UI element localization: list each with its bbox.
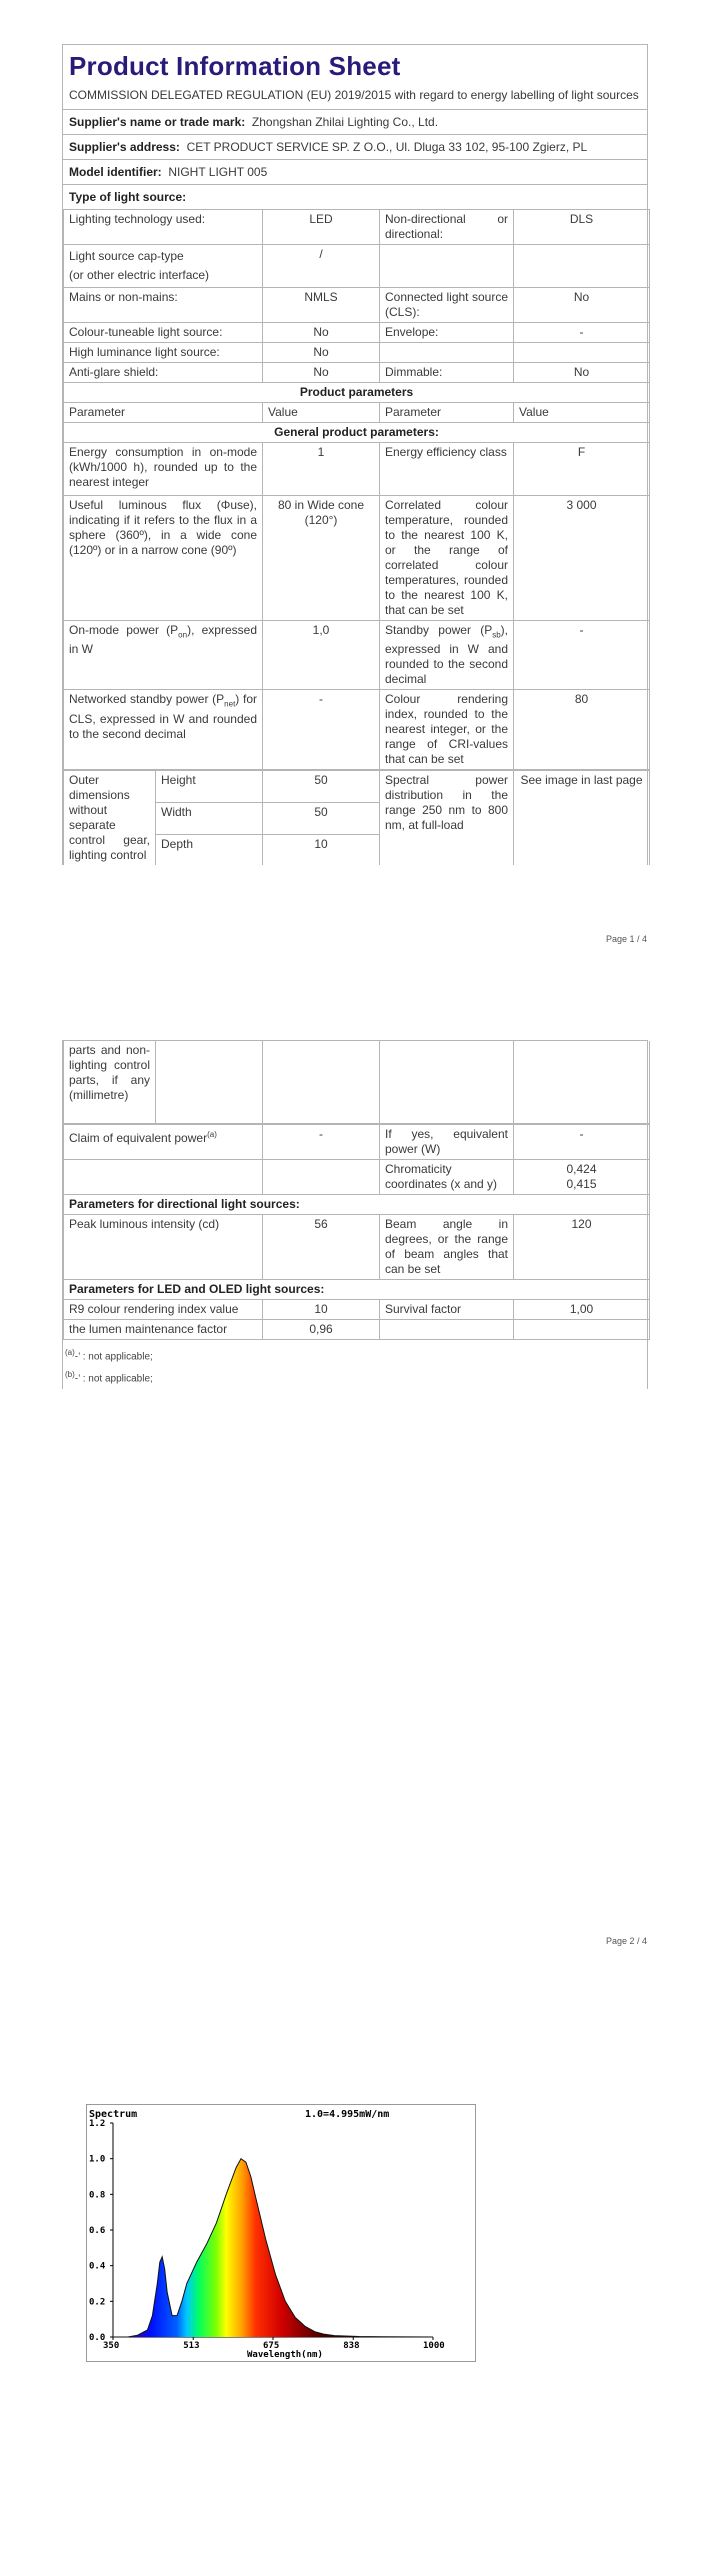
cls-value: No bbox=[514, 288, 650, 323]
spectrum-scale-note: 1.0=4.995mW/nm bbox=[305, 2109, 390, 2120]
lumen-maint-value: 0,96 bbox=[263, 1320, 380, 1340]
type-row bbox=[63, 185, 647, 209]
flux-label: Useful luminous flux (Φuse), indicating if it refers to the flux in a sphere (360º), in a wide cone (120º) or in a narrow cone (90º) bbox=[64, 496, 263, 621]
y-tick-label: 0.0 bbox=[89, 2333, 106, 2343]
footnotes bbox=[63, 1344, 647, 1389]
survival-value: 1,00 bbox=[514, 1300, 650, 1320]
table-row bbox=[64, 771, 650, 803]
led-params-heading: Parameters for LED and OLED light sources: bbox=[64, 1280, 650, 1300]
onmode-value: 1,0 bbox=[263, 621, 380, 690]
table-row bbox=[64, 1041, 650, 1124]
outer-dims-label: Outer dimensions without separate control gear, lighting control bbox=[64, 771, 156, 866]
beam-value: 120 bbox=[514, 1215, 650, 1280]
chroma-y: 0,415 bbox=[566, 1177, 597, 1191]
chroma-value bbox=[514, 1160, 650, 1195]
spectrum-x-ticks bbox=[103, 2337, 445, 2351]
empty-cell bbox=[263, 1041, 380, 1124]
footnote-b: $^{(b)}$-’ : not applicable; bbox=[65, 1370, 153, 1385]
directional-label: Non-directional or directional: bbox=[380, 210, 514, 245]
y-tick-label: 0.2 bbox=[89, 2297, 106, 2308]
claim-value: - bbox=[263, 1125, 380, 1160]
empty-cell bbox=[380, 1041, 514, 1124]
value-header: Value bbox=[263, 403, 380, 423]
page-2 bbox=[0, 1040, 709, 2000]
general-params-heading: General product parameters: bbox=[64, 423, 650, 443]
table-row bbox=[64, 245, 650, 288]
depth-value: 10 bbox=[263, 834, 380, 865]
supplier-value: Zhongshan Zhilai Lighting Co., Ltd. bbox=[251, 115, 439, 129]
standby-label: Standby power $(P_{sb})$, expressed in W and rounded to the second decimal bbox=[380, 621, 514, 690]
outer-dims-cont: parts and non-lighting control parts, if any (millimetre) bbox=[64, 1041, 156, 1124]
page-number: Page 1 / 4 bbox=[605, 934, 647, 944]
dims-table bbox=[63, 770, 650, 865]
cct-value: 3 000 bbox=[514, 496, 650, 621]
height-label: Height bbox=[156, 771, 263, 803]
lighting-tech-label: Lighting technology used: bbox=[64, 210, 263, 245]
cap-label-line2: (or other electric interface) bbox=[69, 268, 210, 282]
model-label: Model identifier: bbox=[69, 165, 162, 179]
cap-label-line1: Light source cap-type bbox=[69, 249, 184, 263]
table-row bbox=[64, 1300, 650, 1320]
dims-cont-table bbox=[63, 1041, 650, 1124]
spd-value: See image in last page bbox=[514, 771, 650, 866]
cri-label: Colour rendering index, rounded to the nearest integer, or the range of CRI-values that can be set bbox=[380, 690, 514, 770]
table-row bbox=[64, 1215, 650, 1280]
equiv-label: If yes, equivalent power (W) bbox=[380, 1125, 514, 1160]
cls-label: Connected light source (CLS): bbox=[380, 288, 514, 323]
spectrum-fill bbox=[113, 2159, 433, 2337]
supplier-row bbox=[63, 110, 647, 135]
table-row bbox=[64, 363, 650, 383]
spec-table-2 bbox=[63, 1124, 650, 1340]
claim-label: Claim of equivalent power$^{(a)}$ bbox=[64, 1125, 263, 1160]
table-row bbox=[64, 1160, 650, 1195]
table-row bbox=[64, 1125, 650, 1160]
cap-value: / bbox=[263, 245, 380, 288]
value-header: Value bbox=[514, 403, 650, 423]
dimmable-label: Dimmable: bbox=[380, 363, 514, 383]
dimmable-value: No bbox=[514, 363, 650, 383]
height-value: 50 bbox=[263, 771, 380, 803]
table-row bbox=[64, 210, 650, 245]
x-tick-label: 350 bbox=[103, 2341, 120, 2351]
r9-value: 10 bbox=[263, 1300, 380, 1320]
table-row bbox=[64, 423, 650, 443]
depth-label: Depth bbox=[156, 834, 263, 865]
page-number: Page 2 / 4 bbox=[605, 1936, 647, 1946]
antiglare-label: Anti-glare shield: bbox=[64, 363, 263, 383]
standby-value: - bbox=[514, 621, 650, 690]
chroma-label: Chromaticity coordinates (x and y) bbox=[380, 1160, 514, 1195]
y-tick-label: 1.0 bbox=[89, 2154, 106, 2165]
param-header: Parameter bbox=[380, 403, 514, 423]
cri-value: 80 bbox=[514, 690, 650, 770]
table-row bbox=[64, 1320, 650, 1340]
spectrum-chart bbox=[86, 2104, 476, 2362]
flux-value: 80 in Wide cone (120°) bbox=[263, 496, 380, 621]
y-tick-label: 0.8 bbox=[89, 2190, 106, 2201]
table-row bbox=[64, 690, 650, 770]
empty-cell bbox=[156, 1041, 263, 1124]
mains-label: Mains or non-mains: bbox=[64, 288, 263, 323]
onmode-label: On-mode power $(P_{on})$, expressed in W bbox=[64, 621, 263, 690]
envelope-value: - bbox=[514, 323, 650, 343]
empty-cell bbox=[514, 1041, 650, 1124]
spectrum-y-ticks bbox=[89, 2119, 113, 2343]
footnote-a: $^{(a)}$-’ : not applicable; bbox=[65, 1348, 153, 1363]
model-row bbox=[63, 160, 647, 185]
equiv-value: - bbox=[514, 1125, 650, 1160]
r9-label: R9 colour rendering index value bbox=[64, 1300, 263, 1320]
empty-cell bbox=[64, 1160, 263, 1195]
page-1-frame bbox=[62, 44, 648, 865]
net-value: - bbox=[263, 690, 380, 770]
spectrum-xlabel: Wavelength(nm) bbox=[247, 2350, 323, 2360]
width-label: Width bbox=[156, 803, 263, 835]
y-tick-label: 1.2 bbox=[89, 2119, 106, 2129]
spec-table-1 bbox=[63, 209, 650, 770]
empty-cell bbox=[514, 343, 650, 363]
address-label: Supplier's address: bbox=[69, 140, 180, 154]
high-lum-value: No bbox=[263, 343, 380, 363]
peak-value: 56 bbox=[263, 1215, 380, 1280]
supplier-label: Supplier's name or trade mark: bbox=[69, 115, 246, 129]
survival-label: Survival factor bbox=[380, 1300, 514, 1320]
table-row bbox=[64, 1195, 650, 1215]
beam-label: Beam angle in degrees, or the range of beam angles that can be set bbox=[380, 1215, 514, 1280]
spectrum-area bbox=[113, 2159, 433, 2337]
page-2-frame bbox=[62, 1040, 648, 1389]
product-params-heading: Product parameters bbox=[64, 383, 650, 403]
empty-cell bbox=[380, 245, 514, 288]
empty-cell bbox=[380, 1320, 514, 1340]
table-row bbox=[64, 383, 650, 403]
energy-cons-value: 1 bbox=[263, 443, 380, 496]
empty-cell bbox=[514, 245, 650, 288]
eff-class-label: Energy efficiency class bbox=[380, 443, 514, 496]
table-row bbox=[64, 288, 650, 323]
directional-value: DLS bbox=[514, 210, 650, 245]
spectrum-title: Spectrum bbox=[89, 2109, 138, 2120]
cap-label bbox=[64, 245, 263, 288]
cct-label: Correlated colour temperature, rounded to the nearest 100 K, or the range of correlated colour temperatures, rounded to the nearest 100 K, that can be set bbox=[380, 496, 514, 621]
regulation-text: COMMISSION DELEGATED REGULATION (EU) 2019/2015 with regard to energy labelling of light sources bbox=[63, 82, 647, 110]
spectrum-svg bbox=[87, 2105, 475, 2361]
high-lum-label: High luminance light source: bbox=[64, 343, 263, 363]
envelope-label: Envelope: bbox=[380, 323, 514, 343]
peak-label: Peak luminous intensity (cd) bbox=[64, 1215, 263, 1280]
lighting-tech-value: LED bbox=[263, 210, 380, 245]
spd-label: Spectral power distribution in the range 250 nm to 800 nm, at full-load bbox=[380, 771, 514, 866]
table-row bbox=[64, 496, 650, 621]
param-header: Parameter bbox=[64, 403, 263, 423]
eff-class-value: F bbox=[514, 443, 650, 496]
x-tick-label: 513 bbox=[183, 2341, 200, 2351]
antiglare-value: No bbox=[263, 363, 380, 383]
empty-cell bbox=[380, 343, 514, 363]
y-tick-label: 0.6 bbox=[89, 2226, 106, 2236]
page-title: Product Information Sheet bbox=[69, 51, 401, 81]
model-value: NIGHT LIGHT 005 bbox=[168, 165, 268, 179]
type-label: Type of light source: bbox=[69, 190, 187, 204]
mains-value: NMLS bbox=[263, 288, 380, 323]
dir-params-heading: Parameters for directional light sources: bbox=[64, 1195, 650, 1215]
empty-cell bbox=[263, 1160, 380, 1195]
chroma-x: 0,424 bbox=[566, 1162, 597, 1176]
width-value: 50 bbox=[263, 803, 380, 835]
table-row bbox=[64, 1280, 650, 1300]
x-tick-label: 675 bbox=[263, 2341, 280, 2351]
table-row bbox=[64, 323, 650, 343]
x-tick-label: 838 bbox=[343, 2341, 360, 2351]
x-tick-label: 1000 bbox=[423, 2341, 445, 2351]
page-1 bbox=[0, 0, 709, 1000]
table-row bbox=[64, 443, 650, 496]
empty-cell bbox=[514, 1320, 650, 1340]
energy-cons-label: Energy consumption in on-mode (kWh/1000 h), rounded up to the nearest integer bbox=[64, 443, 263, 496]
y-tick-label: 0.4 bbox=[89, 2261, 106, 2272]
lumen-maint-label: the lumen maintenance factor bbox=[64, 1320, 263, 1340]
tuneable-label: Colour-tuneable light source: bbox=[64, 323, 263, 343]
address-row bbox=[63, 135, 647, 160]
tuneable-value: No bbox=[263, 323, 380, 343]
table-row bbox=[64, 403, 650, 423]
address-value: CET PRODUCT SERVICE SP. Z O.O., Ul. Dluga 33 102, 95-100 Zgierz, PL bbox=[186, 140, 588, 154]
table-row bbox=[64, 621, 650, 690]
net-label: Networked standby power $(P_{net})$ for CLS, expressed in W and rounded to the second decimal bbox=[64, 690, 263, 770]
table-row bbox=[64, 343, 650, 363]
